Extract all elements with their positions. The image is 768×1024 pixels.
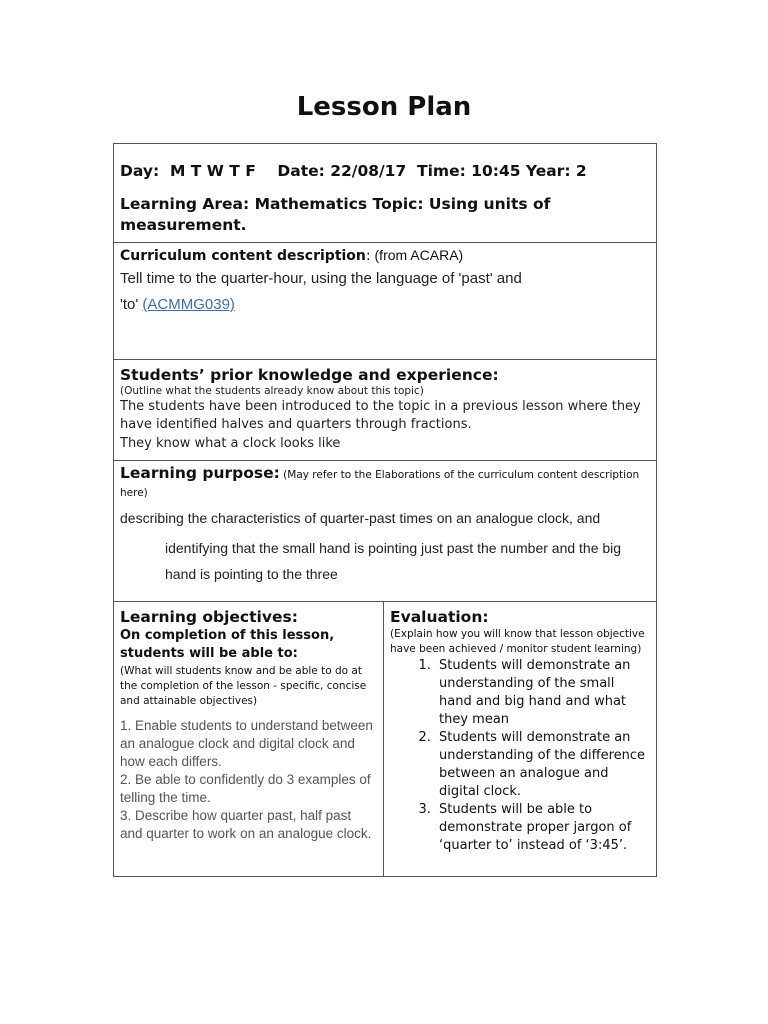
evaluation-item-2: 2. Students will demonstrate an understanding of the difference between an analogue and digital clock.	[435, 729, 650, 801]
curriculum-source: (from ACARA)	[370, 247, 464, 263]
evaluation-list	[390, 657, 650, 855]
prior-knowledge-row	[114, 360, 657, 461]
acara-code-link[interactable]: (ACMMG039)	[142, 296, 235, 313]
purpose-note: (May refer to the Elaborations of the curriculum content description here)	[120, 469, 640, 499]
learning-area-topic-line: Learning Area: Mathematics Topic: Using units of measurement.	[120, 195, 551, 234]
prior-knowledge-cell	[114, 360, 657, 461]
lesson-plan-table	[113, 143, 657, 877]
purpose-text-2: identifying that the small hand is pointing just past the number and the big hand is pointing to the three	[165, 540, 622, 582]
evaluation-heading: Evaluation:	[390, 608, 489, 626]
objective-item-1: 1. Enable students to understand between an analogue clock and digital clock and how each differs.	[120, 718, 373, 769]
header-row	[114, 144, 657, 243]
objective-item-2: 2. Be able to confidently do 3 examples of telling the time.	[120, 772, 371, 805]
prior-knowledge-text-2: They know what a clock looks like	[120, 436, 341, 451]
purpose-text-1: describing the characteristics of quarter-past times on an analogue clock, and	[120, 510, 601, 526]
day-date-time-line: Day: M T W T F Date: 22/08/17 Time: 10:45 Year: 2	[120, 162, 587, 180]
page-title: Lesson Plan	[296, 92, 472, 122]
curriculum-row	[114, 243, 657, 360]
objectives-subheading: On completion of this lesson, students will be able to:	[120, 628, 335, 661]
objective-item-3: 3. Describe how quarter past, half past and quarter to work on an analogue clock.	[120, 808, 372, 841]
curriculum-label-colon: :	[365, 248, 371, 264]
purpose-heading: Learning purpose:	[120, 464, 280, 482]
curriculum-text: Tell time to the quarter-hour, using the language of 'past' and 'to'	[120, 270, 522, 313]
prior-knowledge-heading: Students’ prior knowledge and experience:	[120, 366, 499, 384]
evaluation-note: (Explain how you will know that lesson objective have been achieved / monitor student learning)	[390, 628, 645, 655]
objectives-evaluation-row	[114, 602, 657, 877]
curriculum-cell	[114, 243, 657, 360]
evaluation-cell	[384, 602, 657, 877]
evaluation-item-3: 3. Students will be able to demonstrate proper jargon of ‘quarter to’ instead of ‘3:45’.	[435, 801, 650, 855]
evaluation-item-1: 1. Students will demonstrate an understanding of the small hand and big hand and what they mean	[435, 657, 650, 729]
objectives-cell	[114, 602, 384, 877]
purpose-cell	[114, 461, 657, 602]
curriculum-label: Curriculum content description	[120, 248, 366, 264]
objectives-note: (What will students know and be able to do at the completion of the lesson - specific, concise and attainable objectives)	[120, 665, 367, 707]
header-cell	[114, 144, 657, 243]
prior-knowledge-note: (Outline what the students already know about this topic)	[120, 385, 424, 397]
objectives-heading: Learning objectives:	[120, 608, 298, 626]
prior-knowledge-text: The students have been introduced to the topic in a previous lesson where they have identified halves and quarters through fractions.	[120, 399, 641, 432]
purpose-row	[114, 461, 657, 602]
